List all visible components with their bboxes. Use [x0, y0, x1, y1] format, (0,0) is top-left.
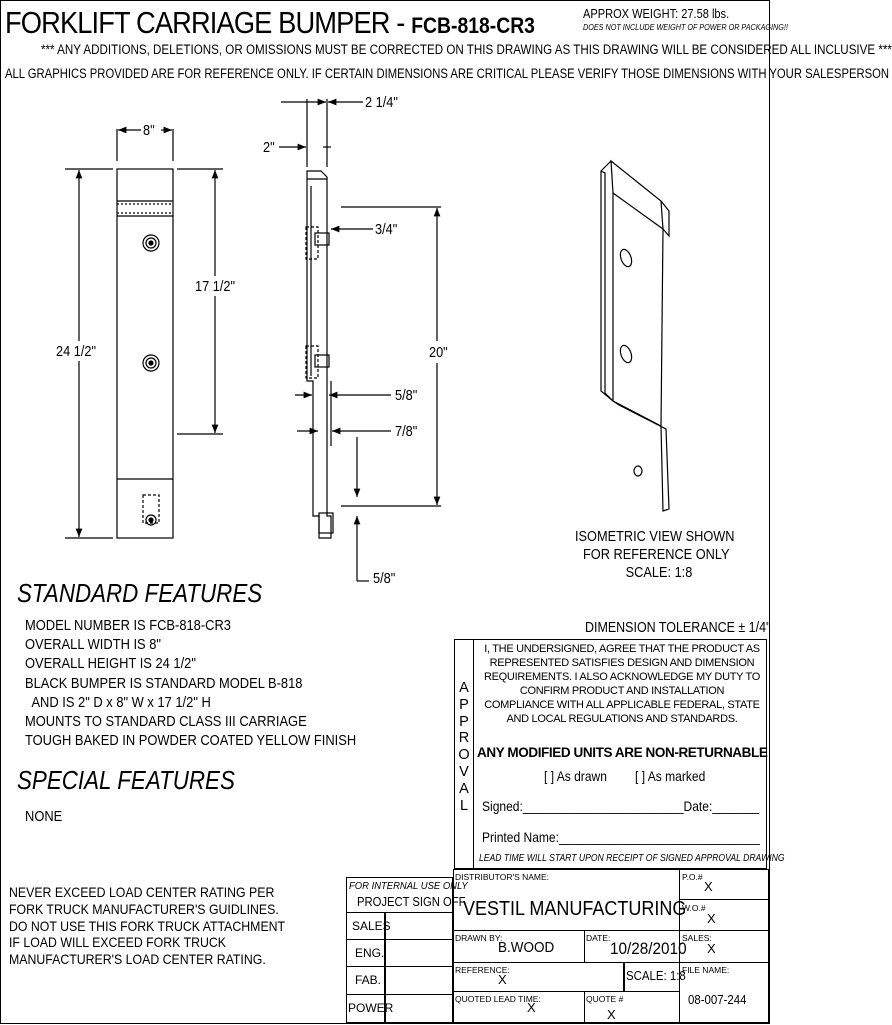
- approval-letter: O: [458, 747, 470, 764]
- feature-item: TOUGH BAKED IN POWDER COATED YELLOW FINISH: [25, 732, 357, 750]
- feature-item: OVERALL HEIGHT IS 24 1/2": [25, 655, 196, 673]
- dim-side-b: 7/8": [395, 423, 418, 440]
- reference-banner: ALL GRAPHICS PROVIDED ARE FOR REFERENCE ONLY. IF CERTAIN DIMENSIONS ARE CRITICAL PLEASE VERIFY THOSE DIMENSIONS WITH YOUR SALESPERSON: [5, 66, 890, 81]
- warning-line: NEVER EXCEED LOAD CENTER RATING PER: [9, 884, 275, 900]
- iso-line2: FOR REFERENCE ONLY: [583, 547, 730, 563]
- dim-side-a: 5/8": [395, 387, 418, 404]
- dimension-tolerance: DIMENSION TOLERANCE ± 1/4": [585, 620, 771, 636]
- date-value: 10/28/2010: [610, 939, 687, 958]
- wo-value: X: [707, 911, 716, 926]
- as-drawn-option[interactable]: [ ] As drawn: [544, 768, 607, 784]
- feature-item: AND IS 2" D x 8" W x 17 1/2" H: [25, 693, 211, 711]
- feature-item: MODEL NUMBER IS FCB-818-CR3: [25, 617, 231, 634]
- feature-item: OVERALL WIDTH IS 8": [25, 636, 162, 654]
- distributor-name: VESTIL MANUFACTURING: [463, 898, 687, 920]
- reference-value: X: [498, 972, 507, 987]
- dim-side-top: 2 1/4": [365, 94, 398, 111]
- isometric-view: [601, 161, 669, 511]
- quote-value: X: [607, 1007, 616, 1022]
- po-value: X: [704, 879, 713, 894]
- signoff-sales: SALES: [352, 919, 391, 933]
- po-label: P.O.#: [682, 872, 703, 882]
- dim-width: 8": [143, 122, 155, 139]
- warning-line: IF LOAD WILL EXCEED FORK TRUCK: [9, 934, 227, 951]
- non-returnable-notice: ANY MODIFIED UNITS ARE NON-RETURNABLE: [477, 745, 768, 760]
- approval-letter: A: [459, 680, 469, 696]
- weight-note: DOES NOT INCLUDE WEIGHT OF POWER OR PACKAGING!!: [583, 22, 788, 32]
- special-features-heading: SPECIAL FEATURES: [17, 765, 235, 795]
- warning-line: DO NOT USE THIS FORK TRUCK ATTACHMENT: [9, 917, 286, 934]
- signoff-power: POWER: [348, 1001, 394, 1015]
- printed-name-field[interactable]: Printed Name:______________________________: [482, 829, 760, 845]
- approval-line: CONFIRM PRODUCT AND INSTALLATION: [519, 685, 725, 697]
- warning-line: FORK TRUCK MANUFACTURER'S GUIDLINES.: [9, 900, 279, 917]
- drawn-value: B.WOOD: [498, 939, 555, 956]
- iso-line1: ISOMETRIC VIEW SHOWN: [575, 529, 735, 545]
- sales-label: SALES:: [682, 933, 712, 943]
- approval-letter: V: [459, 763, 469, 780]
- approval-letter: A: [459, 780, 469, 797]
- file-label: FILE NAME:: [682, 965, 730, 975]
- approval-line: I, THE UNDERSIGNED, AGREE THAT THE PRODUCT AS: [484, 643, 760, 655]
- internal-use-label: FOR INTERNAL USE ONLY: [349, 880, 468, 892]
- quote-label: QUOTE #: [586, 994, 624, 1004]
- dim-inner-height: 17 1/2": [195, 278, 235, 295]
- dim-total-height: 24 1/2": [56, 343, 96, 360]
- approx-weight: APPROX WEIGHT: 27.58 lbs.: [583, 6, 730, 21]
- signed-field[interactable]: Signed:________________________Date:_______: [482, 798, 760, 814]
- warning-line: MANUFACTURER'S LOAD CENTER RATING.: [9, 951, 266, 968]
- dim-side-height: 20": [429, 344, 448, 361]
- model-number: FCB-818-CR3: [411, 13, 535, 38]
- lead-label: QUOTED LEAD TIME:: [455, 994, 541, 1004]
- load-warning: [9, 884, 285, 968]
- feature-item: MOUNTS TO STANDARD CLASS III CARRIAGE: [25, 713, 307, 731]
- special-feature-item: NONE: [25, 808, 63, 825]
- approval-side-label: [454, 639, 474, 869]
- date-label: DATE:: [586, 933, 611, 943]
- front-view: [65, 129, 223, 538]
- approval-line: REQUIREMENTS. I ALSO ACKNOWLEDGE MY DUTY TO: [483, 671, 761, 683]
- distributor-label: DISTRIBUTOR'S NAME:: [455, 872, 550, 882]
- approval-statement: [477, 642, 767, 726]
- approval-line: REPRESENTED SATISFIES DESIGN AND DIMENSION: [489, 657, 755, 669]
- approval-letter: P: [459, 696, 469, 713]
- lead-value: X: [527, 1000, 536, 1015]
- signoff-fab: FAB.: [355, 973, 382, 987]
- sales-value: X: [707, 941, 716, 956]
- dim-side-c: 5/8": [373, 570, 396, 587]
- feature-item: BLACK BUMPER IS STANDARD MODEL B-818: [25, 674, 303, 692]
- inclusive-banner: *** ANY ADDITIONS, DELETIONS, OR OMISSIONS MUST BE CORRECTED ON THIS DRAWING AS THIS DRAWING WILL BE CONSIDERED ALL INCLUSIVE ***: [41, 42, 892, 57]
- iso-scale: SCALE: 1:8: [625, 565, 693, 581]
- standard-features-heading: STANDARD FEATURES: [17, 578, 263, 608]
- approval-letter: R: [458, 730, 470, 747]
- scale-value: SCALE: 1:8: [626, 968, 686, 983]
- title-text: FORKLIFT CARRIAGE BUMPER -: [5, 5, 405, 40]
- approval-letter: P: [459, 713, 469, 730]
- lead-time-note: LEAD TIME WILL START UPON RECEIPT OF SIGNED APPROVAL DRAWING: [479, 853, 785, 864]
- approval-line: AND LOCAL REGULATIONS AND STANDARDS.: [506, 713, 738, 725]
- signoff-eng: ENG.: [355, 946, 385, 960]
- dim-side-depth: 2": [263, 139, 275, 156]
- approval-line: COMPLIANCE WITH ALL APPLICABLE FEDERAL, STATE: [484, 699, 760, 711]
- drawn-label: DRAWN BY:: [455, 933, 503, 943]
- scale-divider: [623, 962, 625, 992]
- project-signoff-label: PROJECT SIGN OFF: [357, 895, 466, 909]
- approval-letter: L: [459, 797, 469, 814]
- side-view: [279, 99, 441, 581]
- file-value: 08-007-244: [688, 992, 747, 1007]
- as-marked-option[interactable]: [ ] As marked: [635, 768, 706, 784]
- standard-features-list: [25, 616, 356, 750]
- dim-bolt: 3/4": [375, 221, 398, 238]
- reference-label: REFERENCE:: [455, 965, 510, 975]
- wo-label: W.O.#: [682, 903, 706, 913]
